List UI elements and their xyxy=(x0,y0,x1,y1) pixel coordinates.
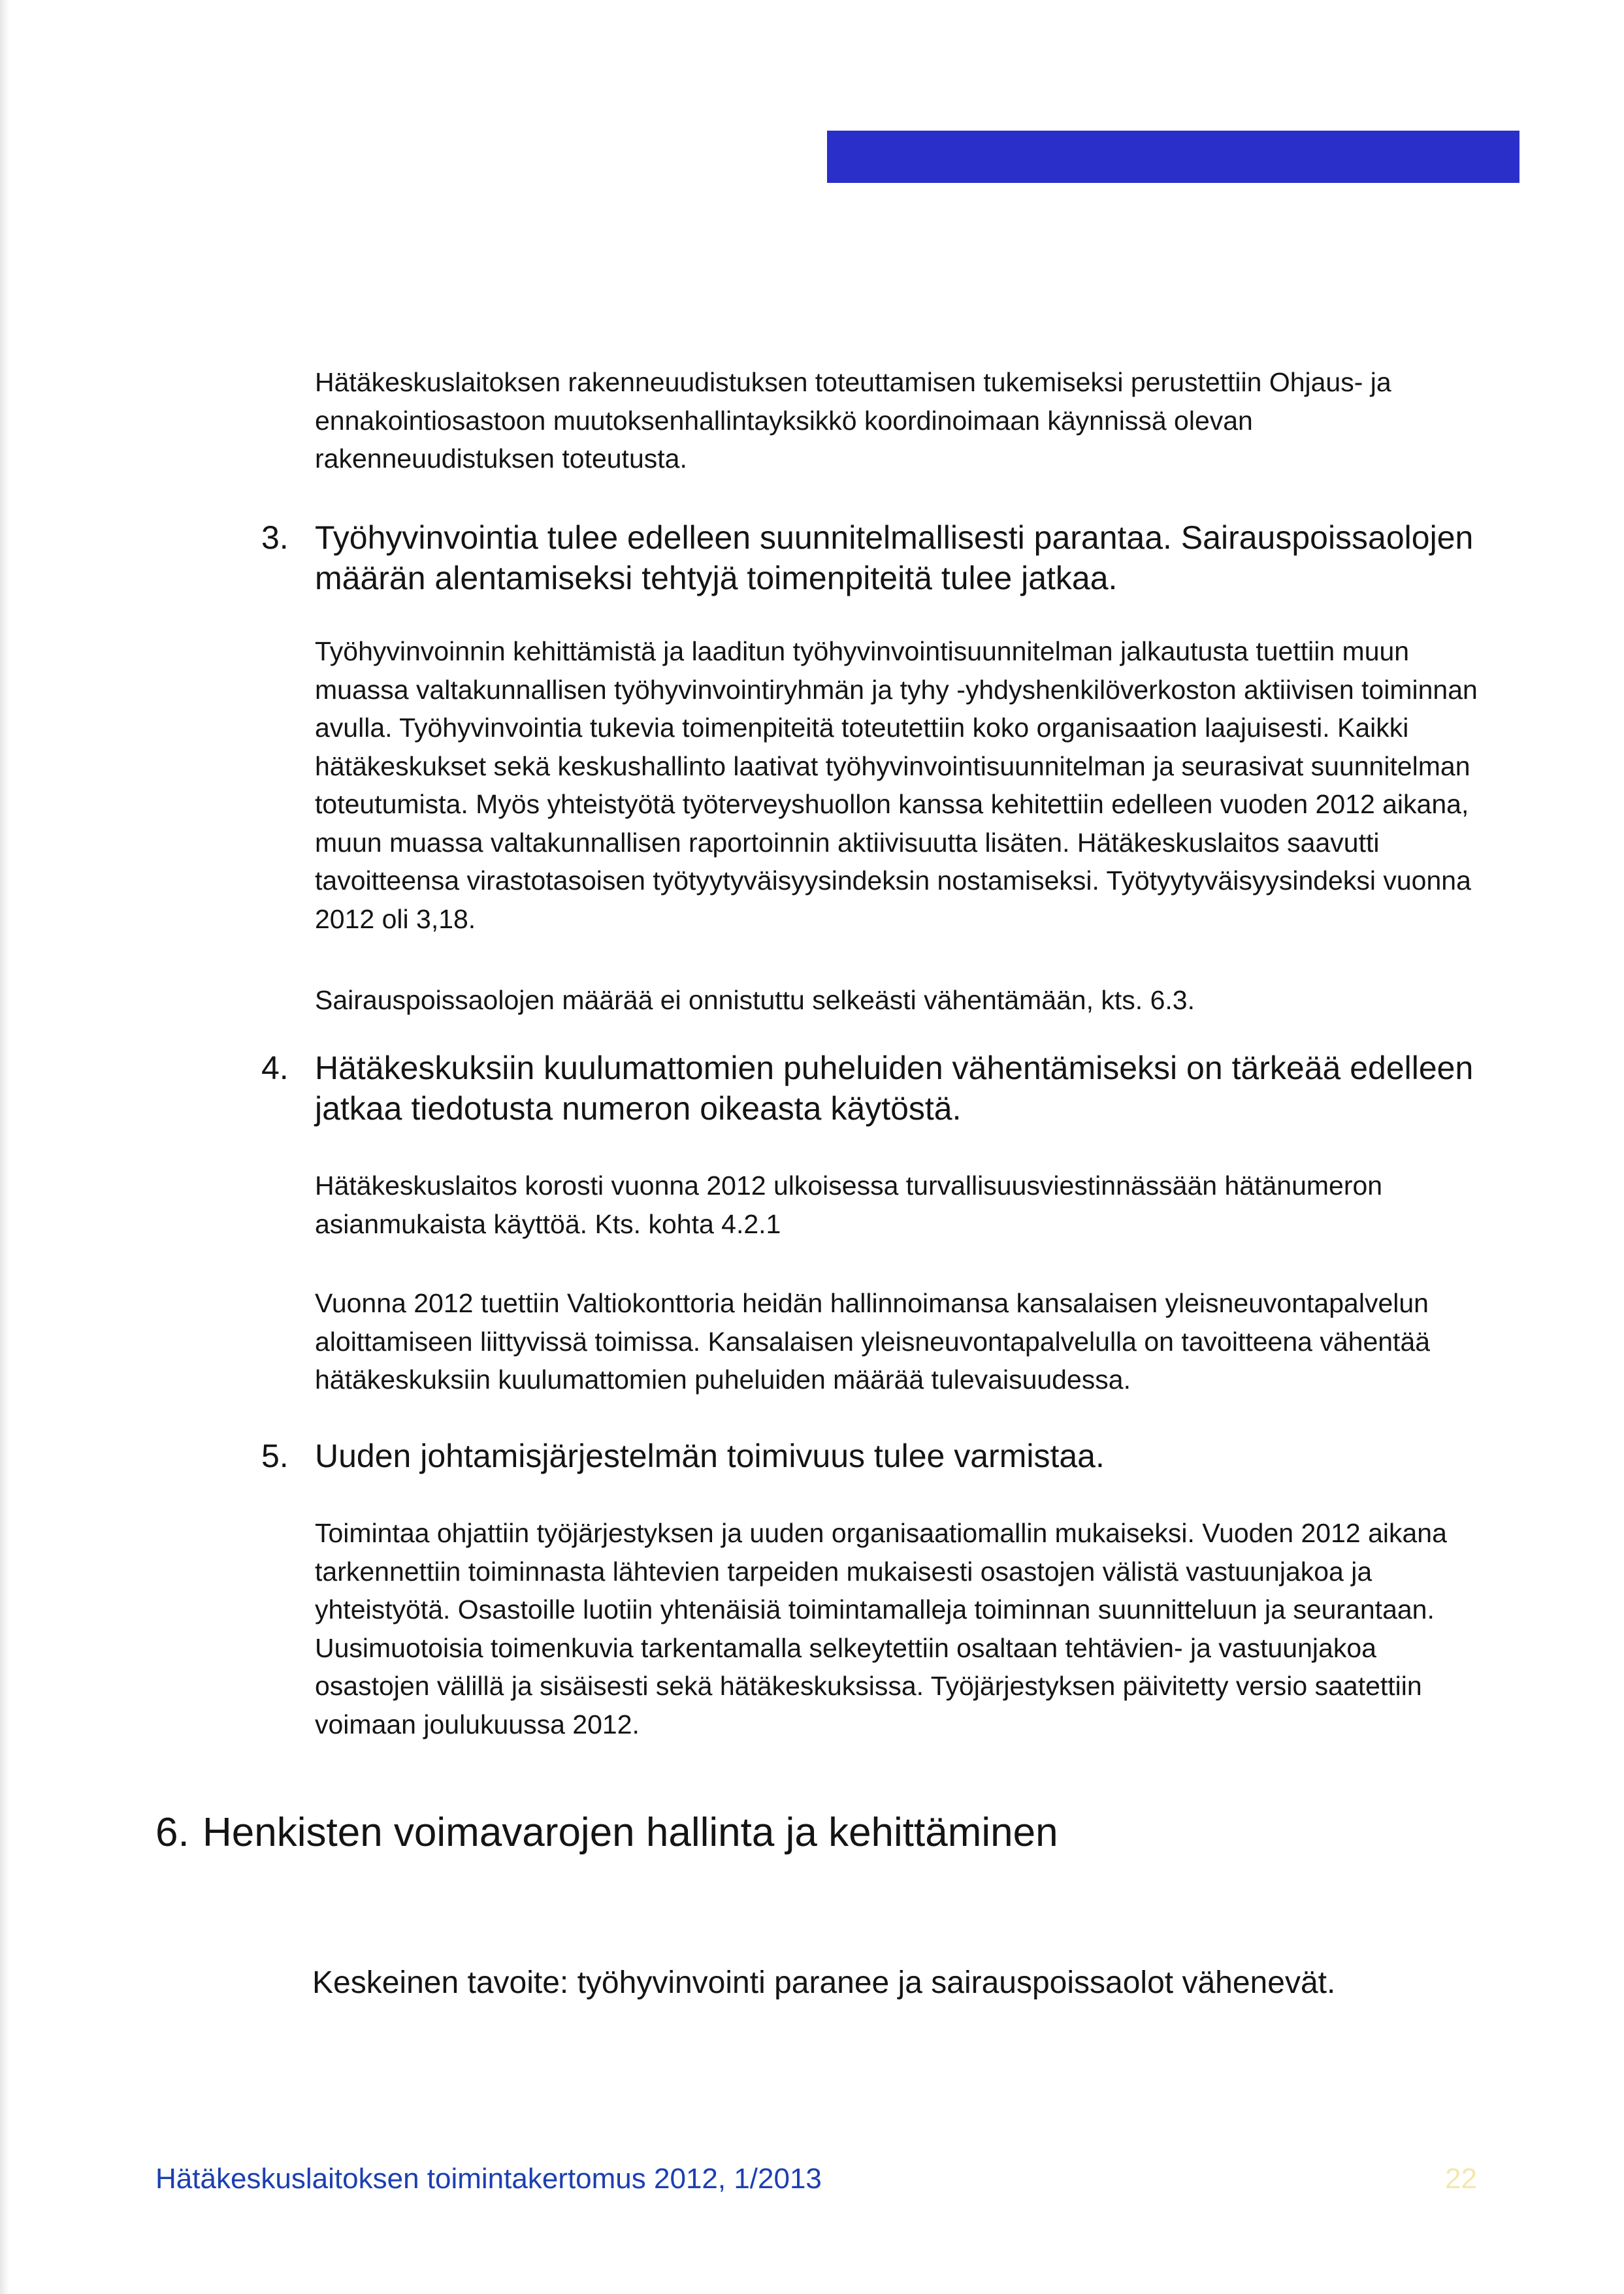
item-heading: Hätäkeskuksiin kuulumattomien puheluiden vähentämiseksi on tärkeää edelleen jatkaa tiedotusta numeron oikeasta käytöstä. xyxy=(315,1050,1474,1127)
item-4-paragraph-1: Hätäkeskuslaitos korosti vuonna 2012 ulkoisessa turvallisuusviestinnässään hätänumeron asianmukaista käyttöä. Kts. kohta 4.2.1 xyxy=(315,1171,1383,1239)
item-heading: Työhyvinvointia tulee edelleen suunnitelmallisesti parantaa. Sairauspoissaolojen määrän alentamiseksi tehtyjä toimenpiteitä tulee jatkaa. xyxy=(315,519,1474,596)
section-title: Henkisten voimavarojen hallinta ja kehittäminen xyxy=(203,1810,1058,1855)
page-number: 22 xyxy=(1445,2163,1477,2195)
scan-edge-shadow xyxy=(0,0,9,2294)
item-4-paragraph-2: Vuonna 2012 tuettiin Valtiokonttoria heidän hallinnoimansa kansalaisen yleisneuvontapalvelun aloittamiseen liittyvissä toimissa. Kansalaisen yleisneuvontapalvelulla on tavoitteena vähentää hätäkeskuksiin kuulumattomien puheluiden määrää tulevaisuudessa. xyxy=(315,1288,1431,1395)
item-heading: Uuden johtamisjärjestelmän toimivuus tulee varmistaa. xyxy=(315,1438,1105,1474)
intro-paragraph: Hätäkeskuslaitoksen rakenneuudistuksen toteuttamisen tukemiseksi perustettiin Ohjaus- ja ennakointiosastoon muutoksenhallintayksikkö koordinoimaan käynnissä olevan rakenneuudistuksen toteutusta. xyxy=(315,367,1391,474)
item-number: 3. xyxy=(261,519,289,556)
item-number: 4. xyxy=(261,1050,289,1086)
footer-title: Hätäkeskuslaitoksen toimintakertomus 2012, 1/2013 xyxy=(155,2163,822,2195)
item-3-paragraph-1: Työhyvinvoinnin kehittämistä ja laaditun työhyvinvointisuunnitelman jalkautusta tuettiin muun muassa valtakunnallisen työhyvinvointiryhmän ja tyhy -yhdyshenkilöverkoston aktiivisen toiminnan avulla. Työhyvinvointia tukevia toimenpiteitä toteutettiin koko organisaation laajuisesti. Kaikki hätäkeskukset sekä keskushallinto laativat työhyvinvointisuunnitelman ja seurasivat suunnitelman toteutumista. Myös yhteistyötä työterveyshuollon kanssa kehitettiin edelleen vuoden 2012 aikana, muun muassa valtakunnallisen raportoinnin aktiivisuutta lisäten. Hätäkeskuslaitos saavutti tavoitteensa virastotasoisen työtyytyväisyysindeksin nostamiseksi. Työtyytyväisyysindeksi vuonna 2012 oli 3,18. xyxy=(315,636,1478,934)
key-goal: Keskeinen tavoite: työhyvinvointi paranee ja sairauspoissaolot vähenevät. xyxy=(312,1965,1336,2000)
item-5-paragraph-1: Toimintaa ohjattiin työjärjestyksen ja uuden organisaatiomallin mukaiseksi. Vuoden 2012 aikana tarkennettiin toiminnasta lähtevien tarpeiden mukaisesti osastojen välistä vastuunjakoa ja yhteistyötä. Osastoille luotiin yhtenäisiä toimintamalleja toiminnan suunnitteluun ja seurantaan. Uusimuotoisia toimenkuvia tarkentamalla selkeytettiin osaltaan tehtävien- ja vastuunjakoa osastojen välillä ja sisäisesti sekä hätäkeskuksissa. Työjärjestyksen päivitetty versio saatettiin voimaan joulukuussa 2012. xyxy=(315,1518,1447,1739)
header-color-band xyxy=(827,131,1519,183)
item-number: 5. xyxy=(261,1438,289,1474)
section-number: 6. xyxy=(155,1810,189,1855)
item-3-paragraph-2: Sairauspoissaolojen määrää ei onnistuttu selkeästi vähentämään, kts. 6.3. xyxy=(315,985,1195,1015)
